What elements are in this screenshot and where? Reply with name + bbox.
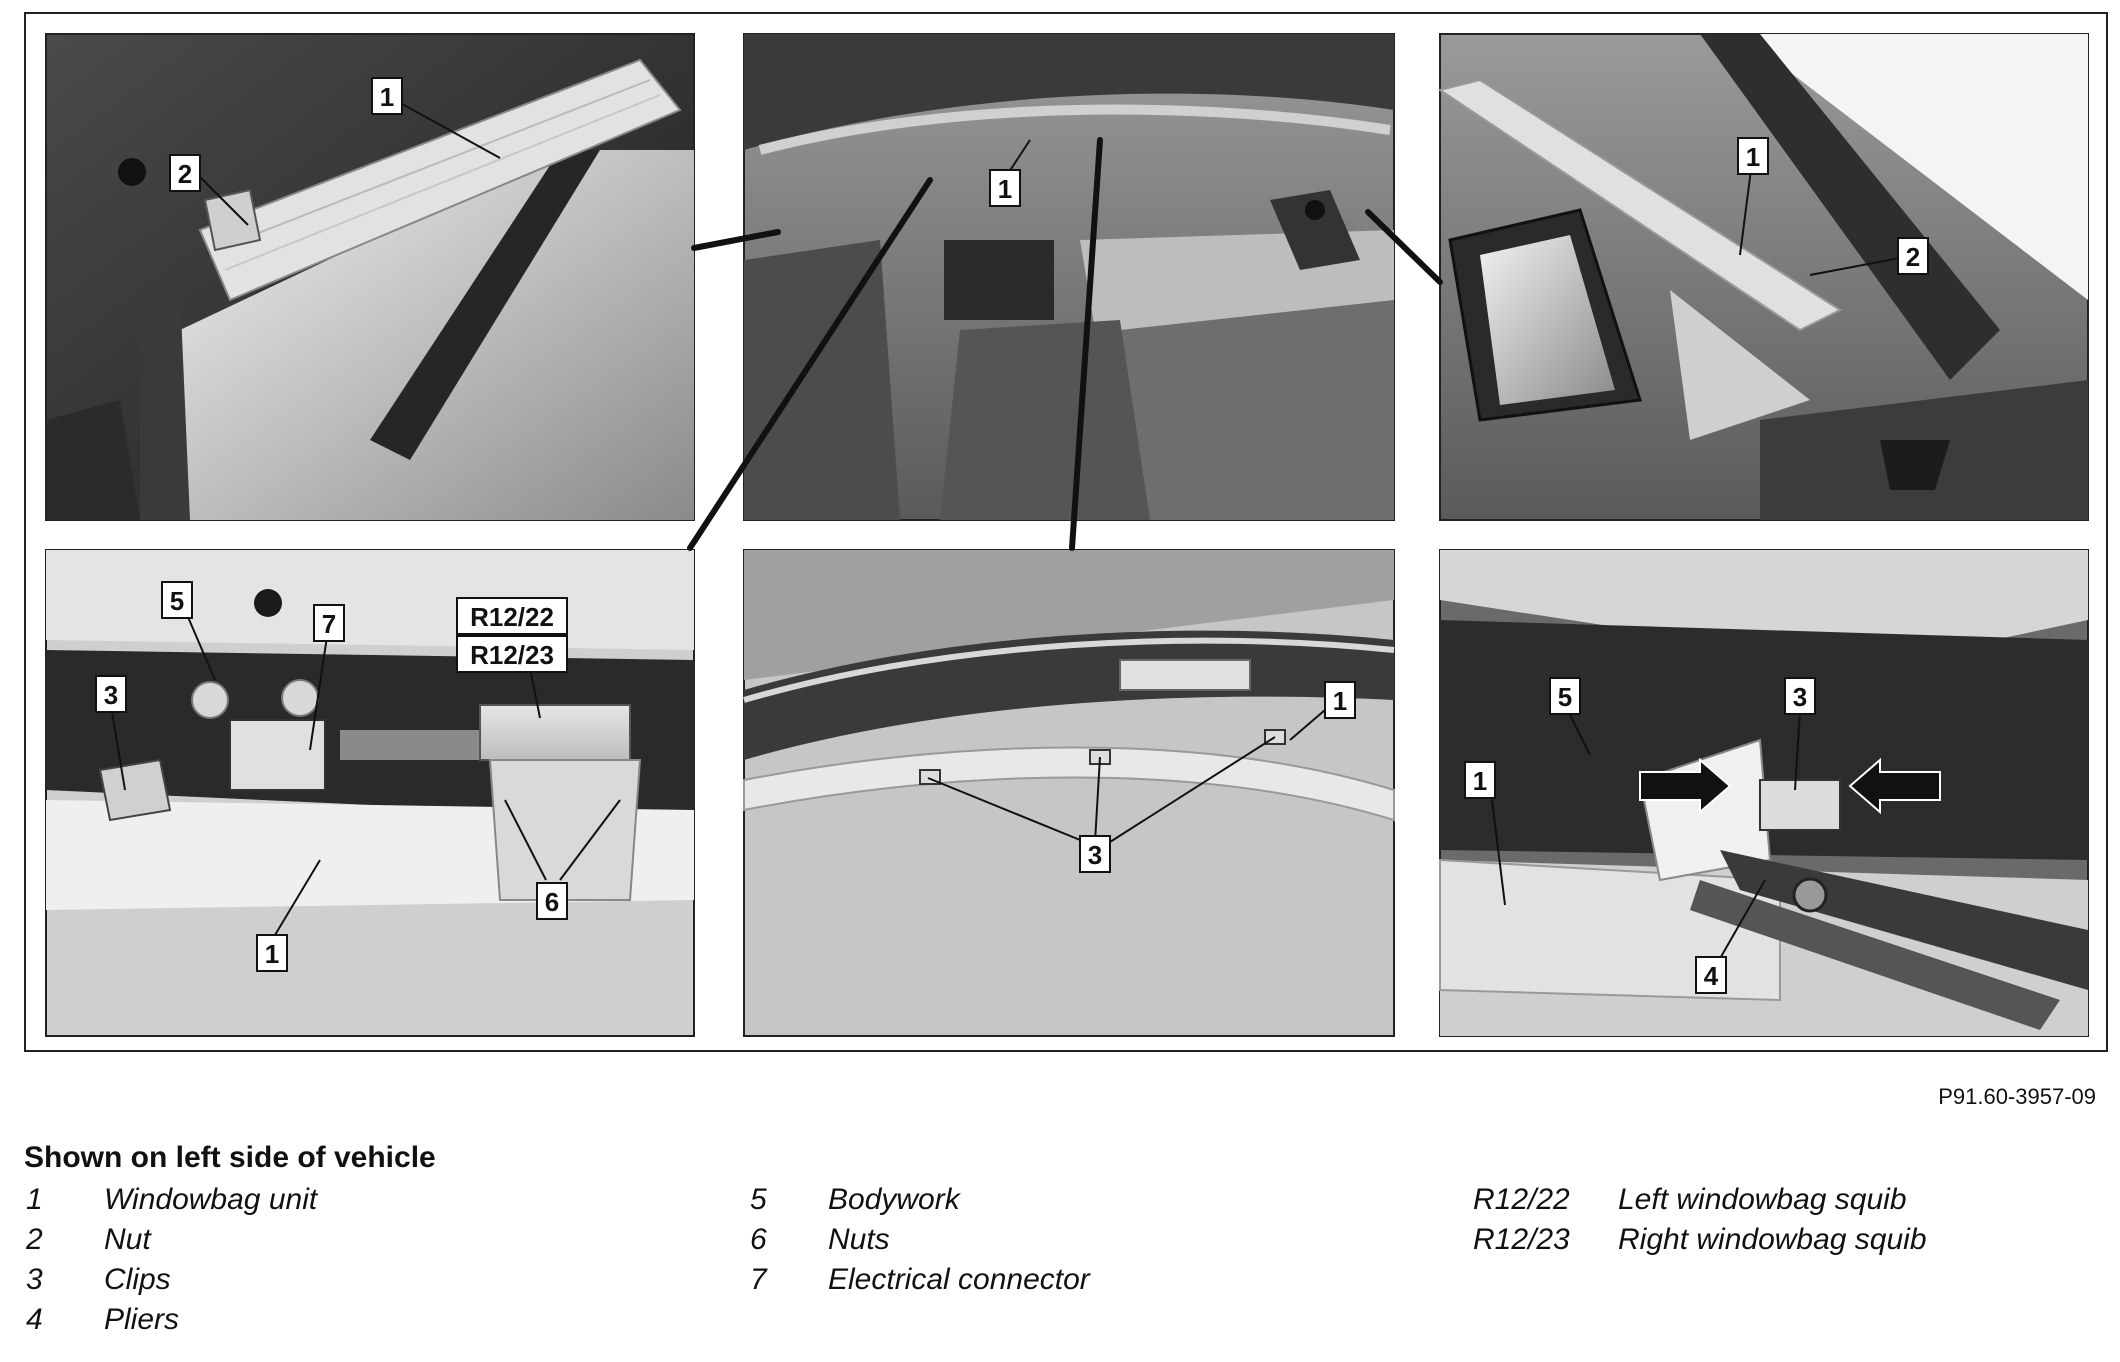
legend-key: 6 xyxy=(750,1223,767,1256)
legend-text: Nut xyxy=(104,1223,151,1256)
svg-text:1: 1 xyxy=(264,939,280,969)
svg-text:1: 1 xyxy=(997,174,1013,204)
callout-label xyxy=(162,582,192,618)
panel-upper-right xyxy=(1440,34,2088,520)
svg-text:2: 2 xyxy=(1905,242,1921,272)
legend-column-2 xyxy=(750,1180,1090,1300)
legend-text: Bodywork xyxy=(828,1183,960,1216)
legend-item xyxy=(1473,1180,1927,1220)
legend-key: R12/23 xyxy=(1473,1223,1570,1256)
legend-item xyxy=(750,1220,1090,1260)
callout-label xyxy=(96,676,126,712)
legend-key: 1 xyxy=(26,1183,43,1216)
callout-label xyxy=(1080,836,1110,872)
callout-label xyxy=(372,78,402,114)
svg-text:1: 1 xyxy=(379,82,395,112)
legend-text: Right windowbag squib xyxy=(1618,1223,1927,1256)
legend-item xyxy=(26,1260,317,1300)
legend-key: 7 xyxy=(750,1263,767,1296)
svg-text:R12/23: R12/23 xyxy=(470,640,554,670)
callout-label xyxy=(457,598,567,634)
callout-label xyxy=(1738,138,1768,174)
svg-text:7: 7 xyxy=(321,609,337,639)
callout-label xyxy=(170,155,200,191)
callout-label xyxy=(1550,678,1580,714)
legend-item xyxy=(26,1300,317,1340)
legend-text: Electrical connector xyxy=(828,1263,1090,1296)
legend-column-3 xyxy=(1473,1180,1927,1260)
legend-key: 4 xyxy=(26,1303,43,1336)
panel-lower-center xyxy=(744,550,1394,1036)
callout-label xyxy=(1696,957,1726,993)
legend-item xyxy=(26,1220,317,1260)
callout-label xyxy=(257,935,287,971)
svg-text:3: 3 xyxy=(1087,840,1103,870)
legend-text: Windowbag unit xyxy=(104,1183,318,1216)
svg-text:1: 1 xyxy=(1745,142,1761,172)
panel-upper-left xyxy=(46,34,694,520)
callout-label xyxy=(1465,762,1495,798)
legend-key: 5 xyxy=(750,1183,767,1216)
callout-label xyxy=(314,605,344,641)
callout-label xyxy=(457,636,567,672)
panel-upper-center xyxy=(744,34,1394,520)
callout-label xyxy=(1325,682,1355,718)
legend-item xyxy=(26,1180,317,1220)
callout-label xyxy=(990,170,1020,206)
legend-text: Nuts xyxy=(828,1223,890,1256)
callout-label xyxy=(537,883,567,919)
svg-text:1: 1 xyxy=(1472,766,1488,796)
legend-title: Shown on left side of vehicle xyxy=(24,1141,436,1174)
svg-text:3: 3 xyxy=(103,680,119,710)
legend-key: R12/22 xyxy=(1473,1183,1570,1216)
svg-text:5: 5 xyxy=(1557,682,1573,712)
legend-item xyxy=(1473,1220,1927,1260)
callout-label xyxy=(1785,678,1815,714)
panel-lower-right xyxy=(1440,550,2088,1036)
legend-key: 2 xyxy=(26,1223,43,1256)
svg-text:3: 3 xyxy=(1792,682,1808,712)
legend-column-1 xyxy=(26,1180,317,1340)
svg-text:2: 2 xyxy=(177,159,193,189)
legend-text: Pliers xyxy=(104,1303,180,1336)
legend-item xyxy=(750,1180,1090,1220)
legend-item xyxy=(750,1260,1090,1300)
svg-text:4: 4 xyxy=(1703,961,1719,991)
legend-text: Left windowbag squib xyxy=(1618,1183,1907,1216)
legend-text: Clips xyxy=(104,1263,171,1296)
svg-text:5: 5 xyxy=(169,586,185,616)
callout-label xyxy=(1898,238,1928,274)
panel-lower-left xyxy=(46,550,694,1036)
svg-text:6: 6 xyxy=(544,887,560,917)
legend-key: 3 xyxy=(26,1263,43,1296)
svg-text:1: 1 xyxy=(1332,686,1348,716)
figure-id: P91.60-3957-09 xyxy=(1938,1084,2096,1109)
svg-text:R12/22: R12/22 xyxy=(470,602,554,632)
